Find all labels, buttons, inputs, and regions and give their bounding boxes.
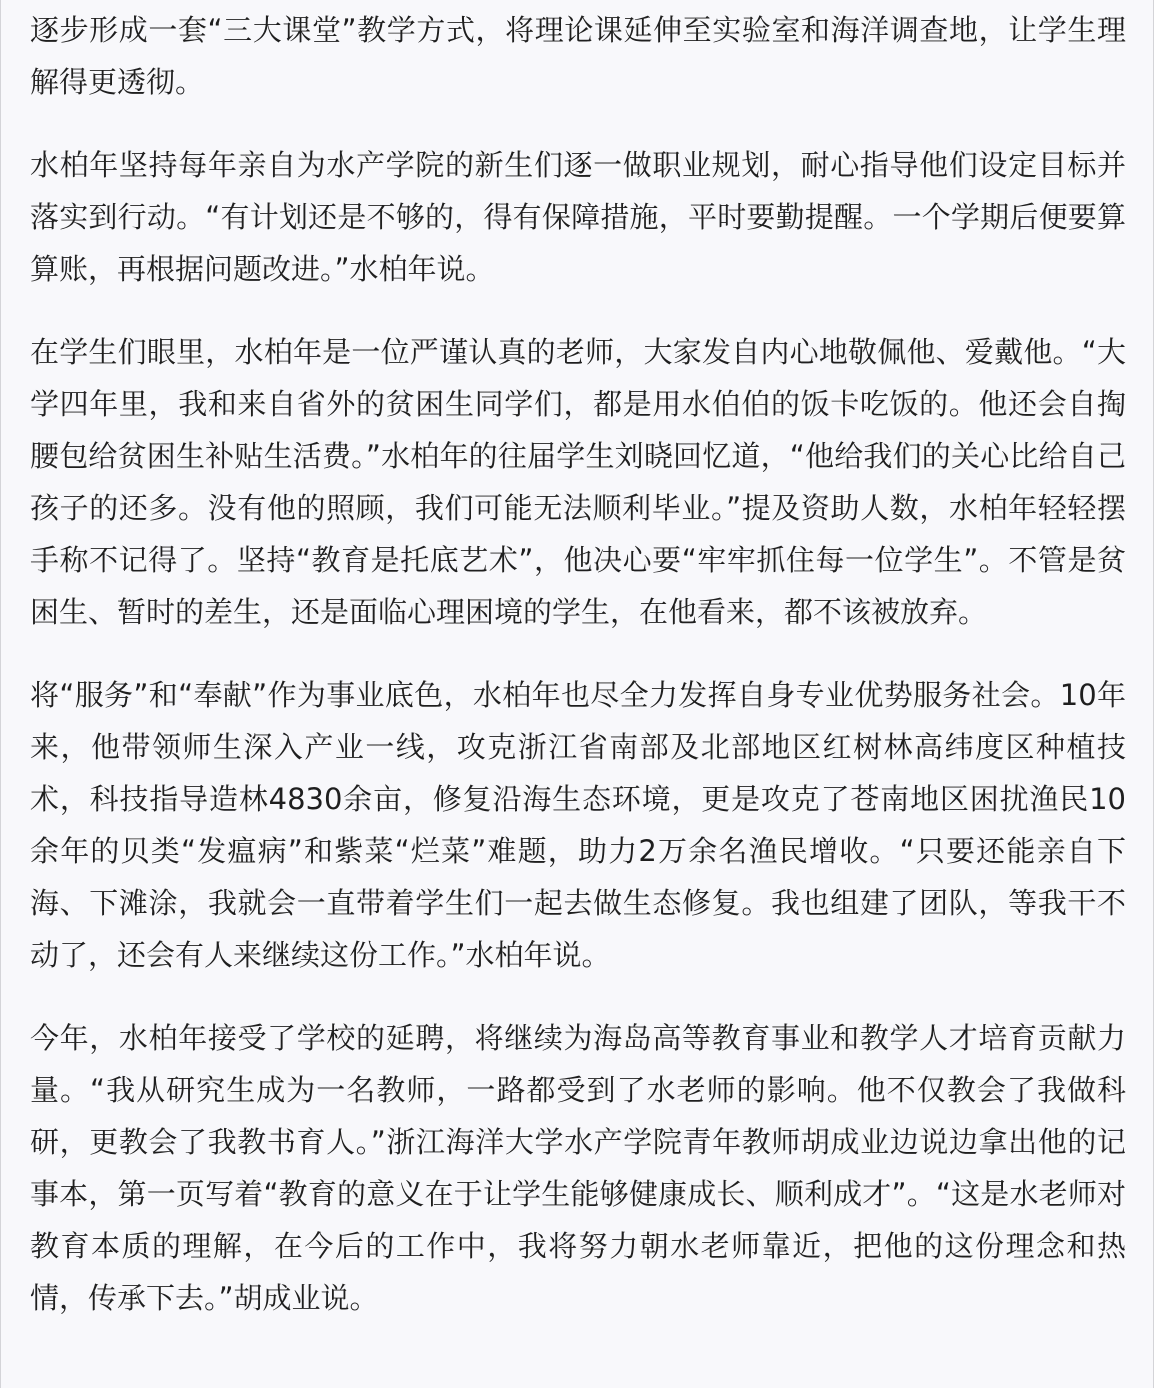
article-paragraph: 逐步形成一套“三大课堂”教学方式，将理论课延伸至实验室和海洋调查地，让学生理解得更透彻。 <box>30 13 1126 99</box>
article-paragraph: 今年，水柏年接受了学校的延聘，将继续为海岛高等教育事业和教学人才培育贡献力量。“我从研究生成为一名教师，一路都受到了水老师的影响。他不仅教会了我做科研，更教会了我教书育人。”浙江海洋大学水产学院青年教师胡成业边说边拿出他的记事本，第一页写着“教育的意义在于让学生能够健康成长、顺利成才”。“这是水老师对教育本质的理解，在今后的工作中，我将努力朝水老师靠近，把他的这份理念和热情，传承下去。”胡成业说。 <box>30 1021 1126 1315</box>
article-paragraph: 在学生们眼里，水柏年是一位严谨认真的老师，大家发自内心地敬佩他、爱戴他。“大学四年里，我和来自省外的贫困生同学们，都是用水伯伯的饭卡吃饭的。他还会自掏腰包给贫困生补贴生活费。”水柏年的往届学生刘晓回忆道，“他给我们的关心比给自己孩子的还多。没有他的照顾，我们可能无法顺利毕业。”提及资助人数，水柏年轻轻摆手称不记得了。坚持“教育是托底艺术”，他决心要“牢牢抓住每一位学生”。不管是贫困生、暂时的差生，还是面临心理困境的学生，在他看来，都不该被放弃。 <box>30 335 1126 629</box>
article-paragraph: 水柏年坚持每年亲自为水产学院的新生们逐一做职业规划，耐心指导他们设定目标并落实到行动。“有计划还是不够的，得有保障措施，平时要勤提醒。一个学期后便要算算账，再根据问题改进。”水柏年说。 <box>30 148 1126 286</box>
article-paragraph: 将“服务”和“奉献”作为事业底色，水柏年也尽全力发挥自身专业优势服务社会。10年来，他带领师生深入产业一线，攻克浙江省南部及北部地区红树林高纬度区种植技术，科技指导造林4830余亩，修复沿海生态环境，更是攻克了苍南地区困扰渔民10余年的贝类“发瘟病”和紫菜“烂菜”难题，助力2万余名渔民增收。“只要还能亲自下海、下滩涂，我就会一直带着学生们一起去做生态修复。我也组建了团队，等我干不动了，还会有人来继续这份工作。”水柏年说。 <box>30 678 1126 972</box>
article-body <box>30 4 1126 1324</box>
